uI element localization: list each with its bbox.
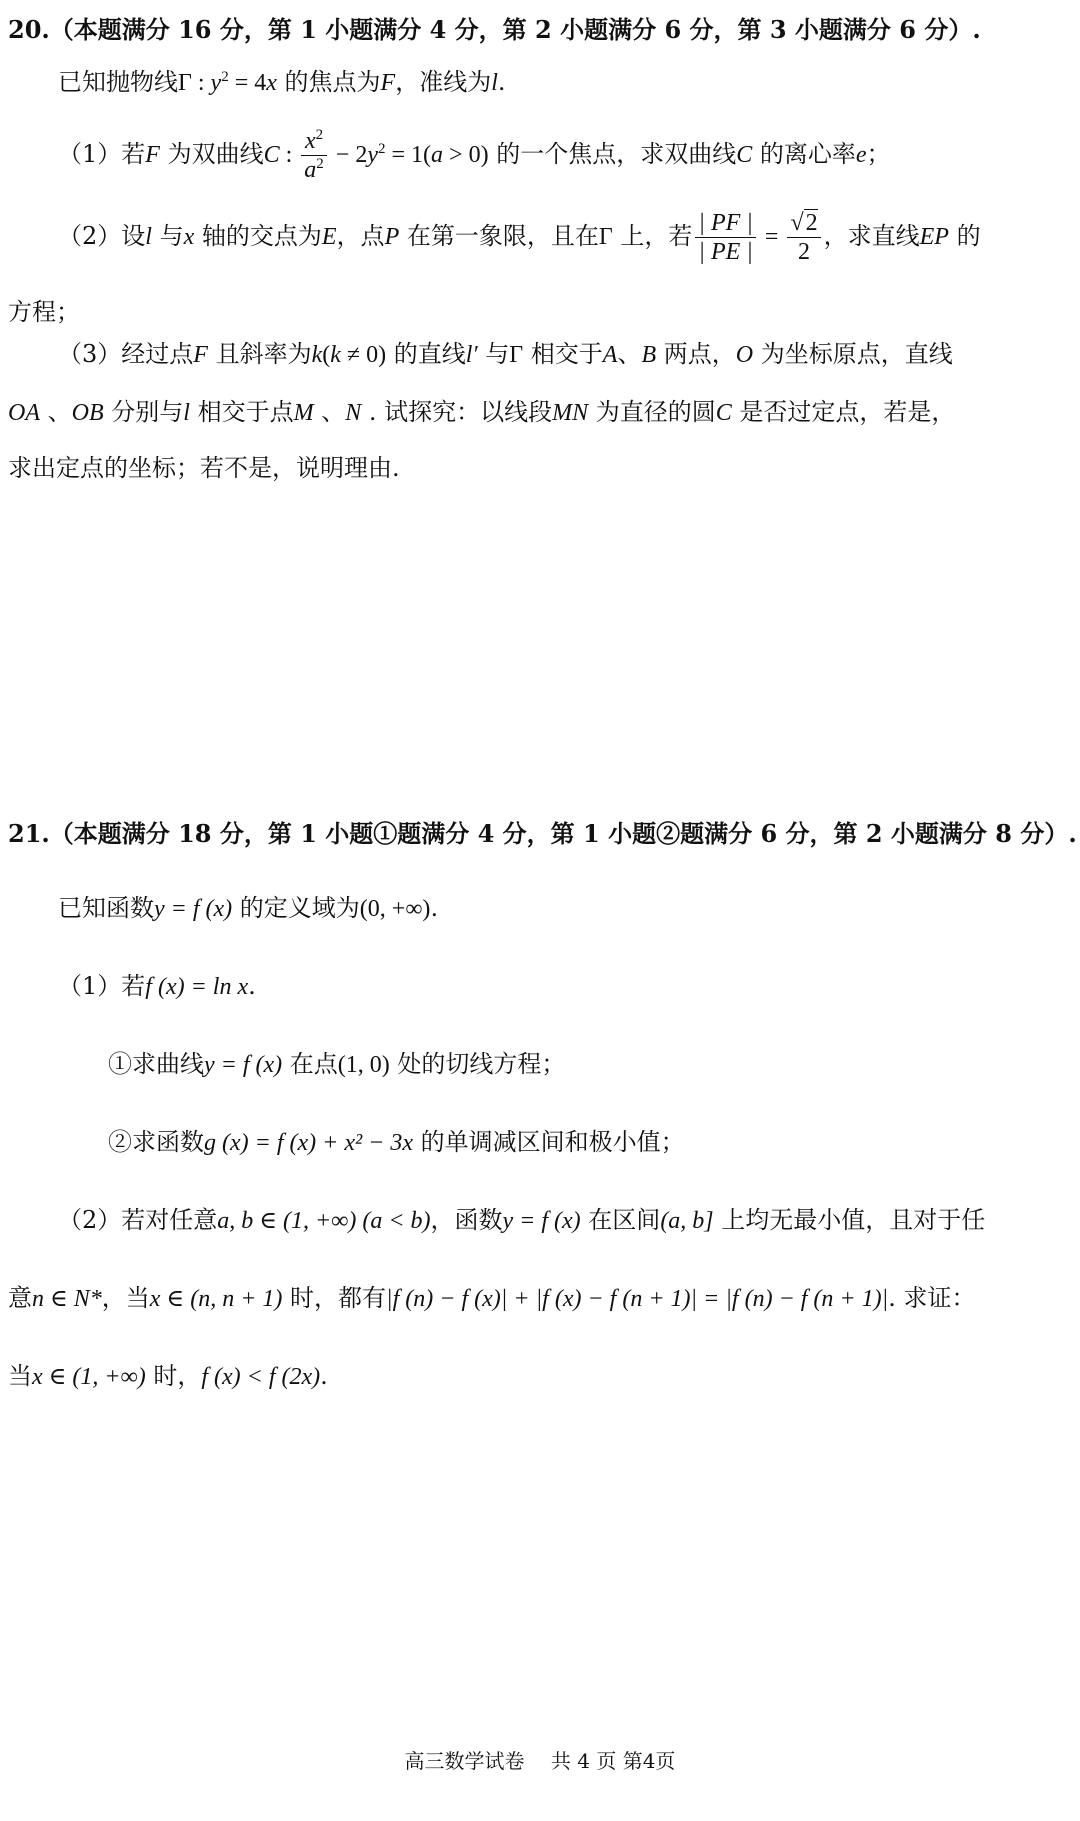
hyperbola-fraction: $\frac{x^2}{a^2}$	[301, 127, 327, 184]
text: 为直径的圆	[588, 398, 716, 426]
text: 上均无最小值，且对于任	[713, 1206, 986, 1234]
condition: ≠ 0)	[340, 342, 387, 368]
ratio-fraction	[695, 209, 756, 266]
text: . 求证：	[888, 1284, 976, 1312]
text: 当	[8, 1362, 32, 1390]
var-O: O	[735, 342, 754, 368]
frac-den: a	[304, 157, 317, 183]
paren: (	[322, 342, 331, 368]
var-l: l	[491, 70, 498, 96]
text: 的单调减区间和极小值；	[413, 1128, 685, 1156]
sqrt-arg: 2	[805, 210, 818, 236]
q21-header: 21.（本题满分 18 分，第 1 小题①题满分 4 分，第 1 小题②题满分 6 分，第 2 小题满分 8 分）.	[8, 819, 1077, 848]
text: 的定义域为	[232, 894, 360, 922]
sub-label: ②求函数	[108, 1128, 204, 1156]
paren: (	[423, 142, 432, 168]
var-C: C	[715, 400, 732, 426]
equals: =	[758, 224, 785, 250]
var-y: y	[367, 142, 378, 168]
q20-part2-wrap: 方程；	[8, 298, 80, 326]
var-F: F	[145, 142, 160, 168]
var-x: x	[266, 70, 277, 96]
text: 在区间	[580, 1206, 661, 1234]
text: 分别与	[103, 398, 184, 426]
period: .	[248, 972, 256, 1000]
text: 轴的交点为	[194, 222, 322, 250]
text: 、	[313, 398, 346, 426]
text: 的直线	[386, 340, 466, 368]
period: .	[497, 68, 506, 96]
var-e: e	[855, 142, 867, 168]
var-P: P	[384, 224, 400, 250]
inequality-expr: f (x) < f (2x)	[201, 1364, 321, 1390]
q21-part2-line2	[8, 1282, 975, 1315]
var-F: F	[193, 342, 208, 368]
var-k: k	[330, 342, 341, 368]
colon: :	[279, 142, 299, 168]
text: 在点	[282, 1050, 338, 1078]
page-footer: 高三数学试卷 共 4 页 第4页	[404, 1749, 676, 1773]
function-expr: y = f (x)	[502, 1208, 581, 1234]
part-label: （2）若对任意	[58, 1206, 218, 1234]
q20-intro-text: 已知抛物线	[58, 68, 178, 96]
text: ，求直线	[823, 222, 920, 250]
var-y: y	[210, 70, 222, 96]
text: 已知函数	[58, 894, 154, 922]
var-C: C	[263, 142, 280, 168]
q20-intro-text: 的焦点为	[276, 68, 381, 96]
text: 相交于	[523, 340, 603, 368]
text: 时，	[145, 1362, 202, 1390]
text: ，函数	[430, 1206, 503, 1234]
text: 的离心率	[752, 140, 856, 168]
text: ，当	[101, 1284, 150, 1312]
text: 、	[40, 398, 72, 426]
function-expr: f (x) = ln x	[145, 974, 249, 1000]
text: 、	[617, 340, 642, 368]
q20-part3-line2	[8, 396, 955, 429]
part-label: （1）若	[58, 140, 146, 168]
frac-num: | PF |	[695, 209, 756, 238]
function-expr: y = f (x)	[154, 896, 233, 922]
var-M: M	[293, 400, 314, 426]
var-l-prime: l′	[465, 342, 478, 368]
q21-sub2	[108, 1126, 685, 1159]
colon: :	[191, 70, 211, 96]
condition-expr: a, b ∈ (1, +∞) (a < b)	[217, 1208, 431, 1234]
text: 上，若	[612, 222, 693, 250]
var-EP: EP	[919, 224, 949, 250]
var-B: B	[641, 342, 657, 368]
part-label: （3）经过点	[58, 340, 194, 368]
condition: > 0)	[443, 142, 489, 168]
text: 相交于点	[189, 398, 294, 426]
point-expr: (1, 0)	[337, 1052, 390, 1078]
text: 的一个焦点，求双曲线	[488, 140, 737, 168]
text: 意	[8, 1284, 32, 1312]
gamma-symbol: Γ	[178, 70, 192, 96]
sqrt-fraction: $\frac{√2}{2}$	[787, 209, 820, 266]
abs-equation: |f (n) − f (x)| + |f (x) − f (n + 1)| = |f (n) − f (n + 1)|	[386, 1286, 889, 1312]
q20-part3-line1	[58, 338, 953, 371]
text: . 试探究：以线段	[361, 398, 553, 426]
var-a: a	[431, 142, 444, 168]
equals: = 1	[385, 142, 424, 168]
var-C: C	[736, 142, 753, 168]
q21-part2-line1	[58, 1204, 985, 1237]
function-expr: y = f (x)	[204, 1052, 283, 1078]
q20-header: 20.（本题满分 16 分，第 1 小题满分 4 分，第 2 小题满分 6 分，第 3 小题满分 6 分）.	[8, 15, 981, 44]
text: 处的切线方程；	[389, 1050, 566, 1078]
eq-rest: = 4	[228, 70, 267, 96]
q20-part3-line3: 求出定点的坐标；若不是，说明理由.	[8, 454, 400, 482]
gamma-symbol: Γ	[509, 342, 524, 368]
interval-expr: x ∈ (n, n + 1)	[149, 1286, 283, 1312]
q21-part2-line3	[8, 1360, 328, 1393]
var-E: E	[321, 224, 337, 250]
var-OA: OA	[8, 400, 40, 426]
semicolon: ；	[866, 140, 891, 168]
frac-den: 2	[798, 239, 811, 265]
q20-intro: 已知抛物线Γ : $y^2 = 4x$ 的焦点为F，准线为l.	[58, 68, 506, 96]
var-A: A	[602, 342, 618, 368]
frac-den: | PE |	[698, 239, 753, 265]
minus: − 2	[329, 142, 368, 168]
gamma-symbol: Γ	[598, 224, 613, 250]
text: 两点，	[656, 340, 736, 368]
text: 时，都有	[282, 1284, 387, 1312]
sub-label: ①求曲线	[108, 1050, 204, 1078]
var-F: F	[380, 70, 396, 96]
part-label: （1）若	[58, 972, 146, 1000]
text: ，点	[336, 222, 385, 250]
period: .	[320, 1362, 328, 1390]
interval-expr: x ∈ (1, +∞)	[32, 1364, 146, 1390]
var-l: l	[183, 400, 190, 426]
var-MN: MN	[552, 400, 589, 426]
q20-part2	[58, 208, 981, 266]
function-expr: g (x) = f (x) + x² − 3x	[204, 1130, 414, 1156]
text: 是否过定点，若是，	[731, 398, 956, 426]
set-expr: n ∈ N*	[32, 1286, 102, 1312]
q21-part1	[58, 970, 256, 1003]
text: 为坐标原点，直线	[753, 340, 953, 368]
q20-part1: （1）若F 为双曲线C : $\frac{x^2}{a^2}$ − $2y^2 = 1(a > 0)$ 的一个焦点，求双曲线C 的离心率e；	[58, 127, 891, 183]
period: .	[430, 894, 439, 922]
var-N: N	[345, 400, 362, 426]
text: 与	[151, 222, 184, 250]
var-x: x	[183, 224, 195, 250]
q21-intro	[58, 892, 438, 925]
text: 在第一象限，且在	[399, 222, 599, 250]
part-label: （2）设	[58, 222, 146, 250]
text: 的	[948, 222, 981, 250]
domain-expr: (0, +∞)	[359, 896, 431, 922]
text: 为双曲线	[159, 140, 264, 168]
q21-sub1	[108, 1048, 565, 1081]
var-l: l	[145, 224, 152, 250]
text: 与	[477, 340, 510, 368]
interval-expr: (a, b]	[660, 1208, 714, 1234]
q20-intro-text: ，准线为	[395, 68, 492, 96]
frac-num: x	[304, 128, 316, 154]
text: 且斜率为	[207, 340, 312, 368]
var-k: k	[311, 342, 323, 368]
var-OB: OB	[71, 400, 104, 426]
